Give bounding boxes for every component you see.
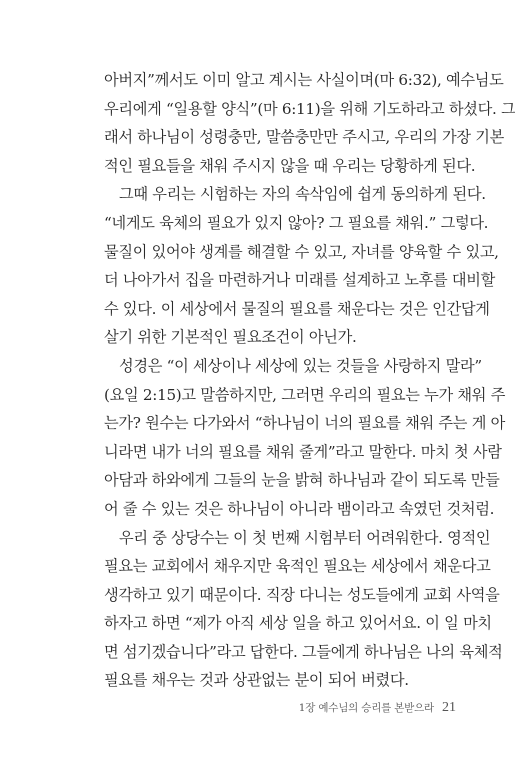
text-line: 성경은 “이 세상이나 세상에 있는 것들을 사랑하지 말라” [119,356,482,375]
text-line: 적인 필요들을 채워 주시지 않을 때 우리는 당황하게 된다. [104,156,476,175]
page-footer [300,700,456,722]
text-line: 는가? 원수는 다가와서 “하나님이 너의 필요를 채워 주는 게 아 [104,414,505,433]
paragraph-4 [104,524,503,696]
text-line: 하자고 하면 “제가 아직 세상 일을 하고 있어서요. 이 일 마치 [104,614,492,633]
text-line: “네게도 육체의 필요가 있지 않아? 그 필요를 채워.” 그렇다. [104,213,489,232]
paragraph-2 [104,180,499,352]
text-line: 필요는 교회에서 채우지만 육적인 필요는 세상에서 채운다고 [104,557,491,576]
paragraph-1 [104,66,515,180]
text-line: 더 나아가서 집을 마련하거나 미래를 설계하고 노후를 대비할 [104,271,495,290]
running-chapter-title: 1장 예수님의 승리를 본받으라 [298,702,434,714]
text-line: 아버지”께서도 이미 알고 계시는 사실이며(마 6:32), 예수님도 [104,71,504,89]
text-line: 래서 하나님이 성령충만, 말씀충만만 주시고, 우리의 가장 기본 [104,128,505,147]
text-line: 살기 위한 기본적인 필요조건이 아닌가. [104,328,357,347]
text-line: 니라면 내가 너의 필요를 채워 줄게”라고 말한다. 마치 첫 사람 [104,442,502,461]
text-line: 우리에게 “일용할 양식”(마 6:11)을 위해 기도하라고 하셨다. 그 [104,99,515,118]
page-body [104,66,515,695]
text-line: 우리 중 상당수는 이 첫 번째 시험부터 어려워한다. 영적인 [119,528,491,547]
text-line: 어 줄 수 있는 것은 하나님이 아니라 뱀이라고 속였던 것처럼. [104,499,495,518]
text-line: 필요를 채우는 것과 상관없는 분이 되어 버렸다. [104,671,409,690]
text-line: 생각하고 있기 때문이다. 직장 다니는 성도들에게 교회 사역을 [104,585,500,604]
page-number: 21 [442,700,456,715]
text-line: 아담과 하와에게 그들의 눈을 밝혀 하나님과 같이 되도록 만들 [104,471,500,490]
text-line: 그때 우리는 시험하는 자의 속삭임에 쉽게 동의하게 된다. [119,185,486,204]
text-line: 면 섬기겠습니다”라고 답한다. 그들에게 하나님은 나의 육체적 [104,642,503,661]
text-line: (요일 2:15)고 말씀하지만, 그러면 우리의 필요는 누가 채워 주 [104,385,506,404]
paragraph-3 [104,352,506,524]
text-line: 물질이 있어야 생계를 해결할 수 있고, 자녀를 양육할 수 있고, [104,242,499,261]
text-line: 수 있다. 이 세상에서 물질의 필요를 채운다는 것은 인간답게 [104,299,490,318]
